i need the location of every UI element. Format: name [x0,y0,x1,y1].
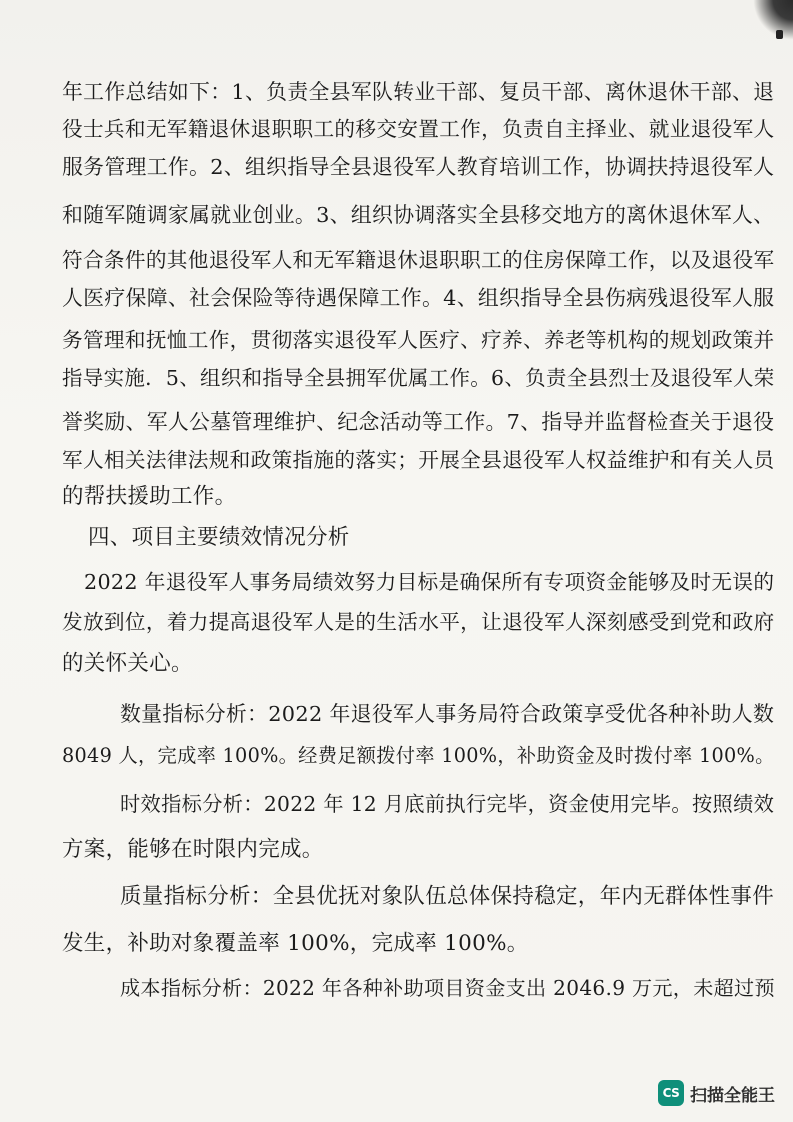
text-line: 务管理和抚恤工作，贯彻落实退役军人医疗、疗养、养老等机构的规划政策并 [62,328,775,352]
text-line: 时效指标分析：2022 年 12 月底前执行完毕，资金使用完毕。按照绩效 [120,792,775,816]
text-line: 发放到位，着力提高退役军人是的生活水平，让退役军人深刻感受到党和政府 [62,610,775,634]
text-line: 役士兵和无军籍退休退职职工的移交安置工作，负责自主择业、就业退役军人 [62,117,775,141]
text-line: 2022 年退役军人事务局绩效努力目标是确保所有专项资金能够及时无误的 [84,570,775,594]
camscanner-logo-icon: CS [658,1080,684,1106]
text-line: 和随军随调家属就业创业。3、组织协调落实全县移交地方的离休退休军人、 [62,203,775,227]
text-line: 军人相关法律法规和政策指施的落实；开展全县退役军人权益维护和有关人员 [62,448,775,472]
text-line: 的帮扶援助工作。 [62,484,237,509]
scanner-watermark [658,1078,775,1108]
text-line: 方案，能够在时限内完成。 [62,837,324,862]
text-line: 8049 人，完成率 100%。经费足额拨付率 100%，补助资金及时拨付率 100%。 [62,744,775,767]
text-line: 年工作总结如下：1、负责全县军队转业干部、复员干部、离休退休干部、退 [62,80,775,104]
section-heading: 四、项目主要绩效情况分析 [88,525,350,550]
text-line: 发生，补助对象覆盖率 100%，完成率 100%。 [62,931,529,956]
text-line: 指导实施．5、组织和指导全县拥军优属工作。6、负责全县烈士及退役军人荣 [62,366,775,390]
watermark-text: 扫描全能王 [690,1085,775,1106]
text-line: 的关怀关心。 [62,651,193,676]
text-line: 成本指标分析：2022 年各种补助项目资金支出 2046.9 万元，未超过预 [120,976,775,1000]
text-line: 服务管理工作。2、组织指导全县退役军人教育培训工作，协调扶持退役军人 [62,155,775,179]
page-corner-shadow [753,0,793,40]
text-line: 质量指标分析：全县优抚对象队伍总体保持稳定，年内无群体性事件 [120,884,775,909]
text-line: 数量指标分析：2022 年退役军人事务局符合政策享受优各种补助人数 [120,702,775,726]
text-line: 人医疗保障、社会保险等待遇保障工作。4、组织指导全县伤病残退役军人服 [62,286,775,310]
text-line: 誉奖励、军人公墓管理维护、纪念活动等工作。7、指导并监督检查关于退役 [62,410,775,434]
text-line: 符合条件的其他退役军人和无军籍退休退职职工的住房保障工作，以及退役军 [62,248,775,272]
page-corner-mark [776,30,783,39]
